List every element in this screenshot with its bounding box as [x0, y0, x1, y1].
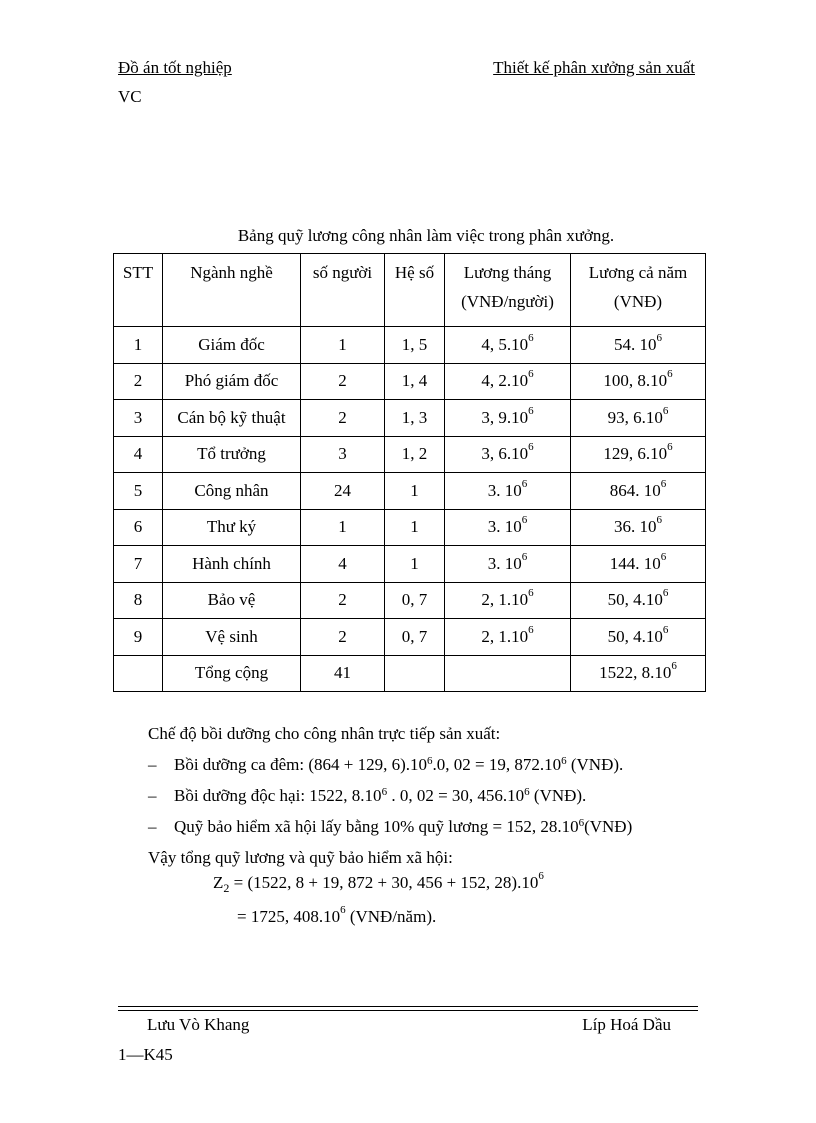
table-row	[114, 582, 706, 619]
cell-nganh: Cán bộ kỹ thuật	[163, 400, 301, 437]
table-row	[114, 619, 706, 656]
table-caption: Bảng quỹ lương công nhân làm việc trong phân xưởng.	[237, 226, 615, 245]
col-header-nganh: Ngành nghề	[163, 254, 301, 327]
cell-so: 24	[301, 473, 385, 510]
table-header-row	[114, 254, 706, 327]
cell-heso: 0, 7	[385, 582, 445, 619]
notes-intro: Chế độ bồi dưỡng cho công nhân trực tiếp sản xuất:	[148, 724, 501, 743]
cell-nganh: Vệ sinh	[163, 619, 301, 656]
cell-stt: 6	[114, 509, 163, 546]
formula-z2-result: = 1725, 408.10$^6$ (VNĐ/năm).	[237, 904, 437, 926]
cell-so: 3	[301, 436, 385, 473]
cell-nam: 50, 4.10$^6$	[571, 582, 706, 619]
col-header-luongnam: Lương cả năm (VNĐ)	[571, 254, 706, 327]
table-total-row	[114, 655, 706, 692]
table-row	[114, 509, 706, 546]
cell-nganh: Thư ký	[163, 509, 301, 546]
cell-heso: 1, 3	[385, 400, 445, 437]
footer-class: Líp Hoá Dầu	[582, 1015, 671, 1034]
cell-nganh: Giám đốc	[163, 327, 301, 364]
cell-thang: 2, 1.10$^6$	[445, 619, 571, 656]
cell-so: 2	[301, 400, 385, 437]
total-cell-3	[385, 655, 445, 692]
cell-thang: 2, 1.10$^6$	[445, 582, 571, 619]
cell-thang: 3, 6.10$^6$	[445, 436, 571, 473]
note-item-night: – Bồi dưỡng ca đêm: (864 + 129, $6).10^6.0$, 02 = 19, 872.10$^6$ (VNĐ).	[148, 755, 624, 774]
note-item-insurance: – Quỹ bảo hiểm xã hội lấy bằng 10% quỹ lương = 152, 28.10$^6$(VNĐ)	[148, 817, 633, 836]
cell-thang: 3, 9.10$^6$	[445, 400, 571, 437]
cell-nam: 100, 8.10$^6$	[571, 363, 706, 400]
cell-nam: 54. $10^6$	[571, 327, 706, 364]
cell-heso: 1, 4	[385, 363, 445, 400]
cell-thang: 3. $10^6$	[445, 546, 571, 583]
cell-nganh: Bảo vệ	[163, 582, 301, 619]
cell-so: 2	[301, 619, 385, 656]
cell-so: 1	[301, 327, 385, 364]
notes-block	[148, 718, 632, 873]
col-header-heso: Hệ số	[385, 254, 445, 327]
footer-rule-top	[118, 1006, 698, 1007]
footer-author: Lưu Vò Khang	[147, 1015, 250, 1034]
cell-thang: 3. $10^6$	[445, 473, 571, 510]
header-sub-label: VC	[118, 87, 142, 106]
cell-nam: 36. $10^6$	[571, 509, 706, 546]
table-row	[114, 473, 706, 510]
cell-stt: 9	[114, 619, 163, 656]
cell-stt: 8	[114, 582, 163, 619]
cell-stt: 1	[114, 327, 163, 364]
cell-heso: 1	[385, 473, 445, 510]
cell-so: 2	[301, 363, 385, 400]
table-row	[114, 546, 706, 583]
cell-so: 2	[301, 582, 385, 619]
cell-heso: 0, 7	[385, 619, 445, 656]
cell-nam: 864. $10^6$	[571, 473, 706, 510]
cell-stt: 5	[114, 473, 163, 510]
header-doc-title: Đồ án tốt nghiệp	[118, 58, 232, 77]
note-item-hazard: – Bồi dưỡng độc hại: 1522, 8.10$^6$ . 0, 02 = 30, 456.10$^6$ (VNĐ).	[148, 786, 587, 805]
table-row	[114, 363, 706, 400]
total-cell-5: 1522, 8.10$^6$	[571, 655, 706, 692]
cell-stt: 4	[114, 436, 163, 473]
cell-heso: 1, 5	[385, 327, 445, 364]
cell-nganh: Tổ trưởng	[163, 436, 301, 473]
cell-heso: 1	[385, 509, 445, 546]
header-section-title: Thiết kế phân xưởng sản xuất	[493, 58, 695, 77]
total-cell-4	[445, 655, 571, 692]
total-cell-2: 41	[301, 655, 385, 692]
col-header-stt: STT	[114, 254, 163, 327]
cell-thang: 4, 2.10$^6$	[445, 363, 571, 400]
cell-thang: 4, 5.10$^6$	[445, 327, 571, 364]
cell-heso: 1	[385, 546, 445, 583]
total-cell-1: Tổng cộng	[163, 655, 301, 692]
cell-nam: 129, 6.10$^6$	[571, 436, 706, 473]
table-row	[114, 400, 706, 437]
notes-summary: Vậy tổng quỹ lương và quỹ bảo hiểm xã hội:	[148, 848, 453, 867]
col-header-songuoi: số người	[301, 254, 385, 327]
cell-nganh: Phó giám đốc	[163, 363, 301, 400]
cell-so: 4	[301, 546, 385, 583]
footer-rule-bottom	[118, 1010, 698, 1011]
cell-nam: 93, 6.10$^6$	[571, 400, 706, 437]
salary-table	[113, 253, 706, 692]
total-cell-0	[114, 655, 163, 692]
table-row	[114, 436, 706, 473]
cell-so: 1	[301, 509, 385, 546]
table-row	[114, 327, 706, 364]
cell-stt: 7	[114, 546, 163, 583]
cell-nam: 50, 4.10$^6$	[571, 619, 706, 656]
formula-z2: $Z_2 = (1522$, 8 + 19, 872 + 30, 456 + 152, $28).10^6$	[213, 870, 544, 895]
cell-nam: 144. $10^6$	[571, 546, 706, 583]
footer-code: 1—K45	[118, 1045, 173, 1064]
col-header-luongthang: Lương tháng (VNĐ/người)	[445, 254, 571, 327]
cell-nganh: Hành chính	[163, 546, 301, 583]
cell-stt: 3	[114, 400, 163, 437]
cell-stt: 2	[114, 363, 163, 400]
cell-thang: 3. $10^6$	[445, 509, 571, 546]
cell-heso: 1, 2	[385, 436, 445, 473]
cell-nganh: Công nhân	[163, 473, 301, 510]
